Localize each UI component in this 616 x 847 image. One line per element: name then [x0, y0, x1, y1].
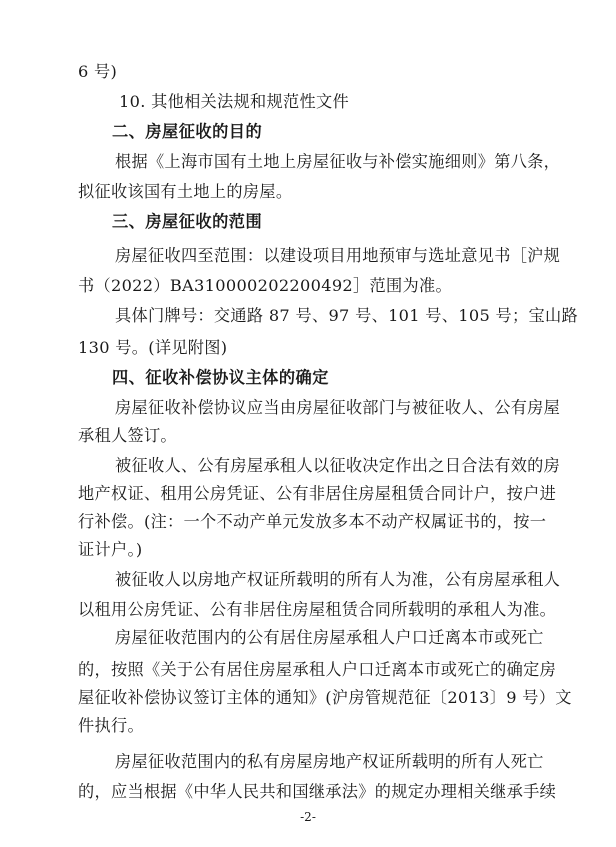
- text-line: 承租人签订。: [78, 426, 177, 445]
- text-line: 6 号): [78, 62, 118, 81]
- text-line: 被征收人、公有房屋承租人以征收决定作出之日合法有效的房: [115, 456, 561, 475]
- text-line: 证计户。): [78, 540, 143, 559]
- text-line: 130 号。(详见附图): [78, 338, 228, 357]
- text-line: 具体门牌号：交通路 87 号、97 号、101 号、105 号；宝山路: [115, 306, 578, 325]
- section-heading: 二、房屋征收的目的: [112, 122, 263, 141]
- text-line: 的，按照《关于公有居住房屋承租人户口迁离本市或死亡的确定房: [78, 660, 557, 679]
- text-line: 房屋征收补偿协议应当由房屋征收部门与被征收人、公有房屋: [115, 398, 561, 417]
- text-line: 房屋征收四至范围：以建设项目用地预审与选址意见书［沪规: [115, 246, 561, 265]
- text-line: 拟征收该国有土地上的房屋。: [78, 182, 293, 201]
- text-line: 以租用公房凭证、公有非居住房屋租赁合同所载明的承租人为准。: [78, 600, 557, 619]
- text-line: 房屋征收范围内的公有居住房屋承租人户口迁离本市或死亡: [115, 628, 544, 647]
- text-line: 10. 其他相关法规和规范性文件: [119, 92, 349, 111]
- text-line: 房屋征收范围内的私有房屋房地产权证所载明的所有人死亡: [115, 752, 544, 771]
- text-line: 书（2022）BA310000202200492］范围为准。: [78, 276, 452, 295]
- text-line: 被征收人以房地产权证所载明的所有人为准，公有房屋承租人: [115, 570, 561, 589]
- text-line: 件执行。: [78, 716, 144, 735]
- text-line: 地产权证、租用公房凭证、公有非居住房屋租赁合同计户，按户进: [78, 484, 557, 503]
- text-line: 根据《上海市国有土地上房屋征收与补偿实施细则》第八条，: [115, 152, 561, 171]
- page-number: -2-: [300, 810, 316, 824]
- text-line: 屋征收补偿协议签订主体的通知》(沪房管规范征〔2013〕9 号）文: [78, 688, 572, 707]
- section-heading: 三、房屋征收的范围: [112, 212, 263, 231]
- section-heading: 四、征收补偿协议主体的确定: [112, 368, 329, 387]
- text-line: 行补偿。(注：一个不动产单元发放多本不动产权属证书的，按一: [78, 512, 547, 531]
- text-line: 的，应当根据《中华人民共和国继承法》的规定办理相关继承手续: [78, 782, 557, 801]
